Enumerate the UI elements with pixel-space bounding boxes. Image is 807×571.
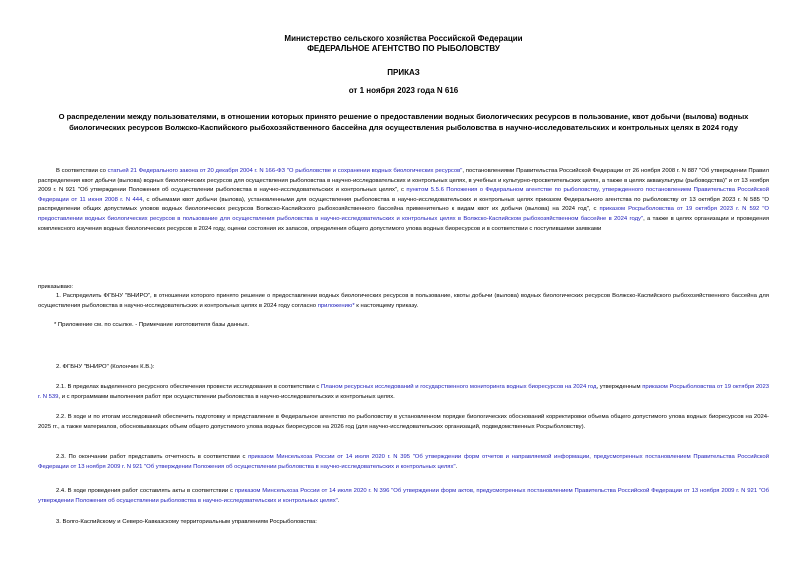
item-2-4-paragraph: 2.4. В ходе проведения работ составлять акты в соответствии с приказом Минсельхоза России от 14 июля 2020 г. N 396 "Об утверждении форм актов, предусмотренных постановлением Правительства Российской Федерации от 13 ноября 2009 г. N 921 "Об утверждении Положения об осуществлении рыболовства в научно-исследовательских и контрольных целях". — [38, 488, 769, 504]
research-plan-link[interactable]: Планом ресурсных исследований и государственного мониторинга водных биоресурсов на 2024 год — [321, 384, 597, 390]
ministry-heading: Министерство сельского хозяйства Российской Федерации — [284, 34, 523, 43]
item-2-1-paragraph: 2.1. В пределах выделенного ресурсного обеспечения провести исследования в соответствии с Планом ресурсных исследований и государственного мониторинга водных биоресурсов на 2024 год, утвержденным приказом Росрыболовства от 19 октября 2023 г. N 539, и с программами выполнения работ при осуществлении рыболовства в научно-исследовательских и контрольных целях. — [38, 384, 769, 400]
order-395-link[interactable]: приказом Минсельхоза России от 14 июля 2020 г. N 395 "Об утверждении форм отчетов и направляемой информации, предусмотренных постановлением Правительства Российской Федерации от 13 ноября 2009 г. N 921 "Об утверждении Положения об осуществлении рыболовства в научно-исследовательских и контрольных целях" — [38, 454, 769, 470]
order-539-link[interactable]: приказом Росрыболовства от 19 октября 2023 г. N 539 — [38, 384, 769, 400]
law-link[interactable]: статьей 21 Федерального закона от 20 декабря 2004 г. N 166-ФЗ "О рыболовстве и сохранении водных биологических ресурсов" — [107, 168, 463, 174]
item-2-2-paragraph: 2.2. В ходе и по итогам исследований обеспечить подготовку и представление в Федеральное агентство по рыболовству в установленном порядке биологических обоснований корректировки объема общего допустимого улова водных биоресурсов на 2024-2025 гг., а также материалов, обосновывающих объем общего допустимого улова водных биоресурсов на 2026 год (для научно-исследовательских организаций, подведомственных Росрыболовству). — [38, 414, 769, 430]
item-2-3-paragraph: 2.3. По окончании работ представить отчетность в соответствии с приказом Минсельхоза России от 14 июля 2020 г. N 395 "Об утверждении форм отчетов и направляемой информации, предусмотренных постановлением Правительства Российской Федерации от 13 ноября 2009 г. N 921 "Об утверждении Положения об осуществлении рыболовства в научно-исследовательских и контрольных целях". — [38, 454, 769, 470]
item-1-paragraph: 1. Распределить ФГБНУ "ВНИРО", в отношении которого принято решение о предоставлении водных биологических ресурсов в пользование, квоты добычи (вылова) водных биологических ресурсов Волжско-Каспийского рыбохозяйственного бассейна для осуществления рыболовства в научно-исследовательских и контрольных целях в 2024 году согласно приложению* к настоящему приказу. — [38, 293, 769, 309]
order-396-link[interactable]: приказом Минсельхоза России от 14 июля 2020 г. N 396 "Об утверждении форм актов, предусмотренных постановлением Правительства Российской Федерации от 13 ноября 2009 г. N 921 "Об утверждении Положения об осуществлении рыболовства в научно-исследовательских и контрольных целях" — [38, 488, 769, 504]
order-word: приказываю: — [38, 284, 74, 290]
agency-heading: ФЕДЕРАЛЬНОЕ АГЕНТСТВО ПО РЫБОЛОВСТВУ — [307, 44, 500, 53]
order-592-link[interactable]: приказом Росрыболовства от 19 октября 2023 г. N 592 "О предоставлении водных биологических ресурсов в пользование для осуществления рыболовства в научно-исследовательских и контрольных целях в Волжско-Каспийском рыбохозяйственном бассейне в 2024 году" — [38, 206, 769, 222]
document-title: О распределении между пользователями, в отношении которых принято решение о предоставлении водных биологических ресурсов в пользование, квот добычи (вылова) водных биологических ресурсов Волжско-Каспийского рыбохозяйственного бассейна для осуществления рыболовства в научно-исследовательских и контрольных целях в 2024 году — [58, 112, 749, 132]
footnote: * Приложение см. по ссылке. - Примечание изготовителя базы данных. — [54, 322, 250, 328]
regulation-link[interactable]: пунктом 5.5.6 Положения о Федеральном агентстве по рыболовству, утвержденного постановлением Правительства Российской Федерации от 11 июня 2008 г. N 444 — [38, 187, 769, 203]
item-3-heading: 3. Волго-Каспийскому и Северо-Кавказскому территориальным управлениям Росрыболовства: — [56, 519, 317, 525]
preamble-paragraph: В соответствии со статьей 21 Федерального закона от 20 декабря 2004 г. N 166-ФЗ "О рыболовстве и сохранении водных биологических ресурсов", постановлениями Правительства Российской Федерации от 26 ноября 2008 г. N 887 "Об утверждении Правил распределения квот добычи (вылова) водных биологических ресурсов для осуществления рыболовства в научно-исследовательских и контрольных целях, в учебных и культурно-просветительских целях, а также в целях аквакультуры (рыбоводства)" и от 13 ноября 2009 г. N 921 "Об утверждении Положения об осуществлении рыболовства в научно-исследовательских и контрольных целях", с пунктом 5.5.6 Положения о Федеральном агентстве по рыболовству, утвержденного постановлением Правительства Российской Федерации от 11 июня 2008 г. N 444, с объемами квот добычи (вылова), установленными для осуществления рыболовства в научно-исследовательских и контрольных целях приказом Федерального агентства по рыболовству от 13 октября 2023 г. N 585 "О распределении общих допустимых уловов водных биологических ресурсов Волжско-Каспийского рыбохозяйственного бассейна применительно к видам квот их добычи (вылова) на 2024 год", с приказом Росрыболовства от 19 октября 2023 г. N 592 "О предоставлении водных биологических ресурсов в пользование для осуществления рыболовства в научно-исследовательских и контрольных целях в Волжско-Каспийском рыбохозяйственном бассейне в 2024 году", а также в целях организации и проведения комплексного изучения водных биологических ресурсов в 2024 году, оценки состояния их запасов, определения общего допустимого улова водных биоресурсов и в соответствии с поступившими заявками — [38, 168, 770, 232]
item-2-heading: 2. ФГБНУ "ВНИРО" (Колончин К.В.): — [56, 364, 155, 370]
appendix-link[interactable]: приложению* — [317, 302, 355, 309]
document-date-number: от 1 ноября 2023 года N 616 — [348, 86, 459, 95]
document-type: ПРИКАЗ — [387, 68, 420, 77]
